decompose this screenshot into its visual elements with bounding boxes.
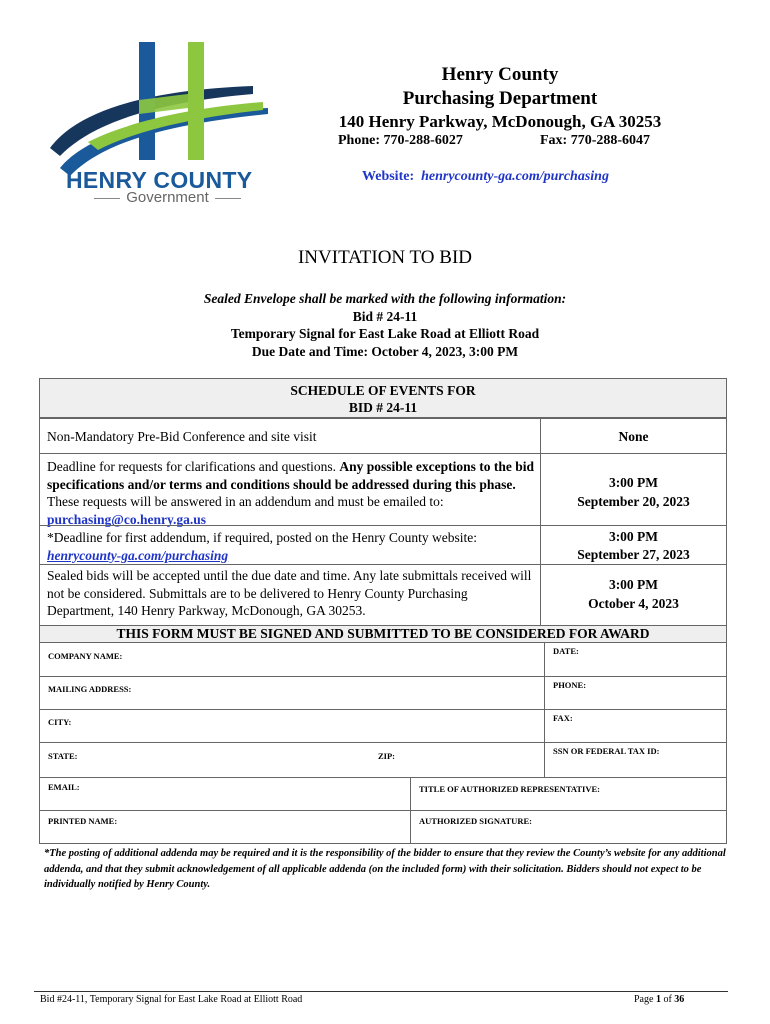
- mailing-address-field[interactable]: MAILING ADDRESS:: [39, 676, 545, 710]
- schedule-row-date: None: [540, 418, 727, 454]
- addendum-website-link[interactable]: henrycounty-ga.com/purchasing: [47, 547, 229, 563]
- address: 140 Henry Parkway, McDonough, GA 30253: [338, 112, 662, 131]
- bid-title: Temporary Signal for East Lake Road at Elliott Road: [230, 326, 540, 341]
- state-label: STATE:: [48, 751, 78, 761]
- footer-bid-title: Bid #24-11, Temporary Signal for East Lake Road at Elliott Road: [40, 994, 303, 1005]
- email-field[interactable]: EMAIL:: [39, 777, 411, 811]
- due-date: Due Date and Time: October 4, 2023, 3:00 PM: [251, 344, 519, 359]
- email-link[interactable]: purchasing@co.henry.ga.us: [47, 511, 206, 527]
- fax: Fax: 770-288-6047: [540, 133, 651, 148]
- addenda-note: *The posting of additional addenda may be required and it is the responsibility of the bidder to ensure that they review the County’s website for any additional addenda, and that they submit acknowledgement of all applicable addenda (on the included form) with their solicitation. Bidders should not expect to be individually notified by Henry County.: [44, 848, 726, 890]
- ssn-field[interactable]: SSN OR FEDERAL TAX ID:: [544, 742, 727, 778]
- schedule-row-event: Deadline for requests for clarifications and questions. Any possible exceptions to the bid specifications and/or terms and conditions should be addressed during this phase. These requests will be answered in an addendum and must be emailed to: purchasing@co.henry.ga.us: [39, 453, 541, 526]
- representative-title-field[interactable]: TITLE OF AUTHORIZED REPRESENTATIVE:: [410, 777, 727, 811]
- website-line: [362, 169, 609, 185]
- printed-name-field[interactable]: PRINTED NAME:: [39, 810, 411, 844]
- schedule-row-date: 3:00 PM September 20, 2023: [540, 453, 727, 526]
- schedule-header: SCHEDULE OF EVENTS FOR BID # 24-11: [39, 378, 727, 418]
- schedule-row-event: Non-Mandatory Pre-Bid Conference and site visit: [39, 418, 541, 454]
- footer-rule: [34, 991, 728, 992]
- state-zip-field[interactable]: [39, 742, 545, 778]
- schedule-row-event: Sealed bids will be accepted until the due date and time. Any late submittals received will not be considered. Submittals are to be delivered to Henry County Purchasing Department, 140 Henry Parkway, McDonough, GA 30253.: [39, 564, 541, 626]
- department-name: Purchasing Department: [402, 88, 598, 109]
- org-name: Henry County: [441, 64, 559, 85]
- envelope-instruction: Sealed Envelope shall be marked with the following information:: [203, 291, 567, 306]
- phone: Phone: 770-288-6027: [338, 133, 463, 148]
- signature-field[interactable]: AUTHORIZED SIGNATURE:: [410, 810, 727, 844]
- page-number: Page 1 of 36: [634, 994, 685, 1005]
- schedule-row-event: *Deadline for first addendum, if required, posted on the Henry County website: henrycounty-ga.com/purchasing: [39, 525, 541, 565]
- logo-wordmark: HENRY COUNTY: [66, 167, 253, 193]
- company-name-field[interactable]: COMPANY NAME:: [39, 642, 545, 677]
- zip-label: ZIP:: [378, 751, 395, 761]
- fax-field[interactable]: FAX:: [544, 709, 727, 743]
- phone-field[interactable]: PHONE:: [544, 676, 727, 710]
- form-banner: THIS FORM MUST BE SIGNED AND SUBMITTED TO BE CONSIDERED FOR AWARD: [39, 625, 727, 643]
- date-field[interactable]: DATE:: [544, 642, 727, 677]
- website-label: Website:: [362, 169, 415, 184]
- website-link[interactable]: henrycounty-ga.com/purchasing: [421, 169, 609, 184]
- logo-subtitle: Government: [70, 189, 265, 206]
- schedule-row-date: 3:00 PM October 4, 2023: [540, 564, 727, 626]
- city-field[interactable]: CITY:: [39, 709, 545, 743]
- schedule-row-date: 3:00 PM September 27, 2023: [540, 525, 727, 565]
- bid-number: Bid # 24-11: [352, 309, 418, 324]
- page-title: INVITATION TO BID: [297, 247, 473, 268]
